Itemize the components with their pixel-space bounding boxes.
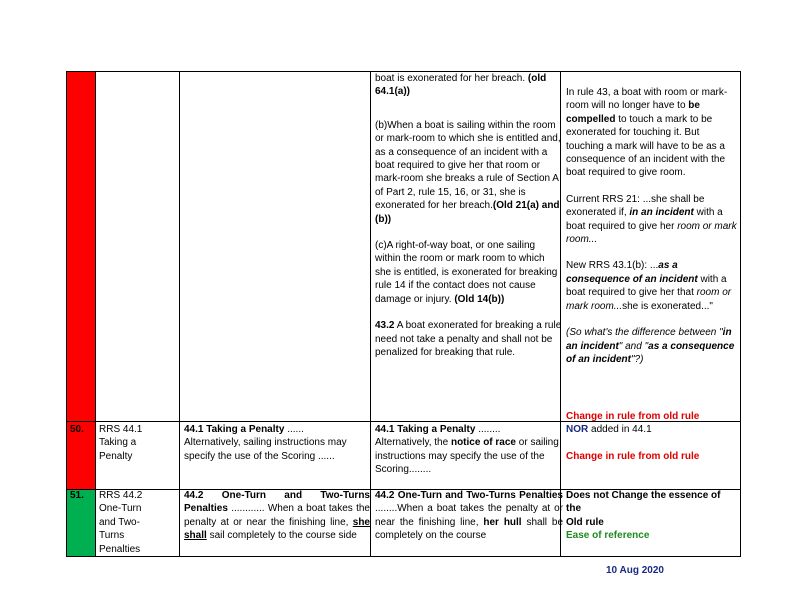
- row-50-comment-change: Change in rule from old rule: [566, 450, 700, 462]
- comment-p3-c: with a boat required to give her that: [566, 273, 727, 299]
- row-51-new-head: 44.2 One-Turn and Two-Turns Penalties: [375, 490, 563, 501]
- column-divider: [370, 71, 371, 557]
- row-50-new-t2: or sailing instructions may specify the use of the Scoring........: [375, 437, 559, 476]
- row-51-old-t1: ............ When a boat takes the penalty at or near the finishing line,: [184, 503, 370, 528]
- row-51-comment: [566, 489, 738, 543]
- row-50-old-rule: [184, 423, 370, 463]
- row-51-new-t2: shall be completely on the course: [375, 516, 563, 542]
- row-50-new-head: 44.1 Taking a Penalty: [375, 424, 476, 435]
- row-51-old-rule: [184, 489, 370, 543]
- top-row-comment: [566, 86, 738, 366]
- comment-p2-d: room or mark room...: [566, 220, 737, 246]
- rule-b-ref: (Old 21(a) and (b)): [375, 200, 560, 225]
- row-51-new-her: her: [483, 516, 499, 528]
- row-50-rule: RRS 44.1 Taking a Penalty: [99, 424, 143, 462]
- comment-p4-a: (So what's the difference between ": [566, 327, 723, 339]
- row-51-new-rule: [375, 489, 563, 543]
- row-50-old-dots: ......: [287, 424, 304, 435]
- continuation-ref: (old 64.1(a)): [375, 73, 547, 98]
- comment-p4-e: "?): [631, 353, 644, 365]
- column-divider: [179, 71, 180, 557]
- rule-c-text: (c)A right-of-way boat, or one sailing within the room or mark room to which she is entitled, is exonerated for breaking rule 14 if the contact does not cause damage or injury.: [375, 240, 558, 305]
- rule-b-text: (b)When a boat is sailing within the room or mark-room to which she is entitled and, as a consequence of an incident with a boat required to give her that room or mark-room she breaks a rule of Section A of Part 2, rule 15, 16, or 31, she is exonerated for her breach.: [375, 119, 561, 212]
- comment-p1-b: be compelled: [566, 100, 700, 125]
- column-divider: [95, 71, 96, 557]
- row-50-new-dots: ........: [478, 424, 501, 435]
- row-51-rule: RRS 44.2 One-Turn and Two-Turns Penalties: [99, 490, 143, 555]
- row-51-new-hull: hull: [503, 516, 522, 528]
- row-50-new-t1: Alternatively, the: [375, 437, 449, 449]
- comment-p3-b: as a consequence of an incident: [566, 260, 698, 285]
- table-border-left: [66, 71, 67, 557]
- comment-p1-a: In rule 43, a boat with room or mark- room will no longer have to: [566, 87, 728, 112]
- footer-date: 10 Aug 2020: [606, 565, 664, 576]
- row-51-old-shall: shall: [184, 530, 207, 542]
- comment-p4-b: in an incident: [566, 327, 732, 352]
- row-50-number: 50.: [70, 424, 84, 435]
- row-51-comment-c: Ease of reference: [566, 530, 650, 542]
- comment-p2-a: Current RRS 21: ...she shall be exonerated if,: [566, 193, 705, 219]
- row-51-old-t2: sail completely to the course side: [209, 530, 357, 542]
- row-50-comment-tail: added in 44.1: [591, 424, 652, 436]
- row-50-old-head: 44.1 Taking a Penalty: [184, 424, 285, 435]
- rule-43-2-head: 43.2: [375, 320, 395, 332]
- top-row-new-rule: [375, 72, 563, 359]
- row-51-number: 51.: [70, 490, 84, 501]
- row-50-old-text: Alternatively, sailing instructions may specify the use of the Scoring ......: [184, 437, 347, 462]
- comment-p3-e: she is exonerated...": [622, 300, 713, 312]
- row-50-new-bold: notice of race: [450, 437, 516, 449]
- row-51-comment-a: Does not Change the essence of the: [566, 490, 721, 515]
- row-50-comment: [566, 410, 738, 463]
- rule-43-2-text: A boat exonerated for breaking a rule need not take a penalty and shall not be penalized for breaking that rule.: [375, 320, 562, 358]
- comment-p4-c: " and ": [618, 340, 649, 352]
- comment-p4-d: as a consequence of an incident: [566, 340, 735, 365]
- comment-p3-a: New RRS 43.1(b): ...: [566, 260, 659, 272]
- comment-p2-c: with a boat required to give her: [566, 207, 723, 232]
- comment-p3-d: room or mark room...: [566, 287, 732, 312]
- continuation-text: boat is exonerated for her breach.: [375, 73, 526, 84]
- row-51-new-t1: ........When a boat takes the penalty at or near the finishing line,: [375, 503, 563, 528]
- table-border-bottom: [66, 556, 741, 557]
- comment-p1-c: to touch a mark to be exonerated for touching it. But touching a mark will have to be as a consequence of an incident with the boat required to give room.: [566, 113, 725, 179]
- row-50-new-rule: [375, 423, 563, 477]
- row-50-comment-nor: NOR: [566, 424, 589, 436]
- row-51-old-head: 44.2 One-Turn and Two-Turns Penalties: [184, 490, 370, 515]
- row-50-comment-head: Change in rule from old rule: [566, 411, 700, 422]
- table-border-right: [740, 71, 741, 557]
- row-51-comment-b: Old rule: [566, 516, 604, 528]
- comment-p2-b: in an incident: [629, 207, 694, 219]
- rule-c-ref: (Old 14(b)): [454, 293, 505, 305]
- row-51-old-she: she: [352, 516, 370, 528]
